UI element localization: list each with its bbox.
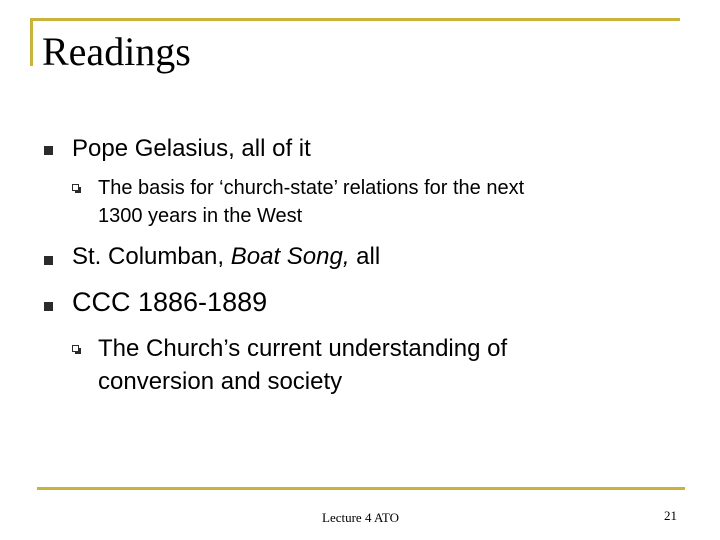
bullet-square-icon [44, 256, 53, 265]
footer-lecture-label: Lecture 4 ATO [322, 510, 400, 525]
sub-bullet-square-icon [72, 345, 79, 352]
sub-item-3-line-2: conversion and society [98, 368, 343, 395]
bullet-square-icon [44, 302, 53, 311]
footer-rule [37, 487, 685, 490]
bullet-item-2-italic: Boat Song, [230, 243, 350, 270]
bullet-item-2-text: St. Columban, [72, 243, 231, 270]
sub-item-1-line-2: 1300 years in the West [98, 205, 303, 227]
sub-bullet-square-icon [72, 184, 79, 191]
title-rule-horizontal [30, 18, 680, 21]
bullet-item-2-suffix: all [349, 243, 381, 270]
title-rule-vertical [30, 18, 33, 66]
sub-item-1-line-1: The basis for ‘church-state’ relations for the next [98, 177, 525, 199]
page-number: 21 [664, 508, 677, 523]
bullet-square-icon [44, 146, 53, 155]
bullet-item-1: Pope Gelasius, all of it [72, 135, 311, 162]
bullet-item-3: CCC 1886-1889 [72, 287, 268, 317]
sub-item-3-line-1: The Church’s current understanding of [98, 335, 508, 362]
slide-title: Readings [42, 29, 191, 74]
bullet-item-2 [72, 243, 380, 271]
